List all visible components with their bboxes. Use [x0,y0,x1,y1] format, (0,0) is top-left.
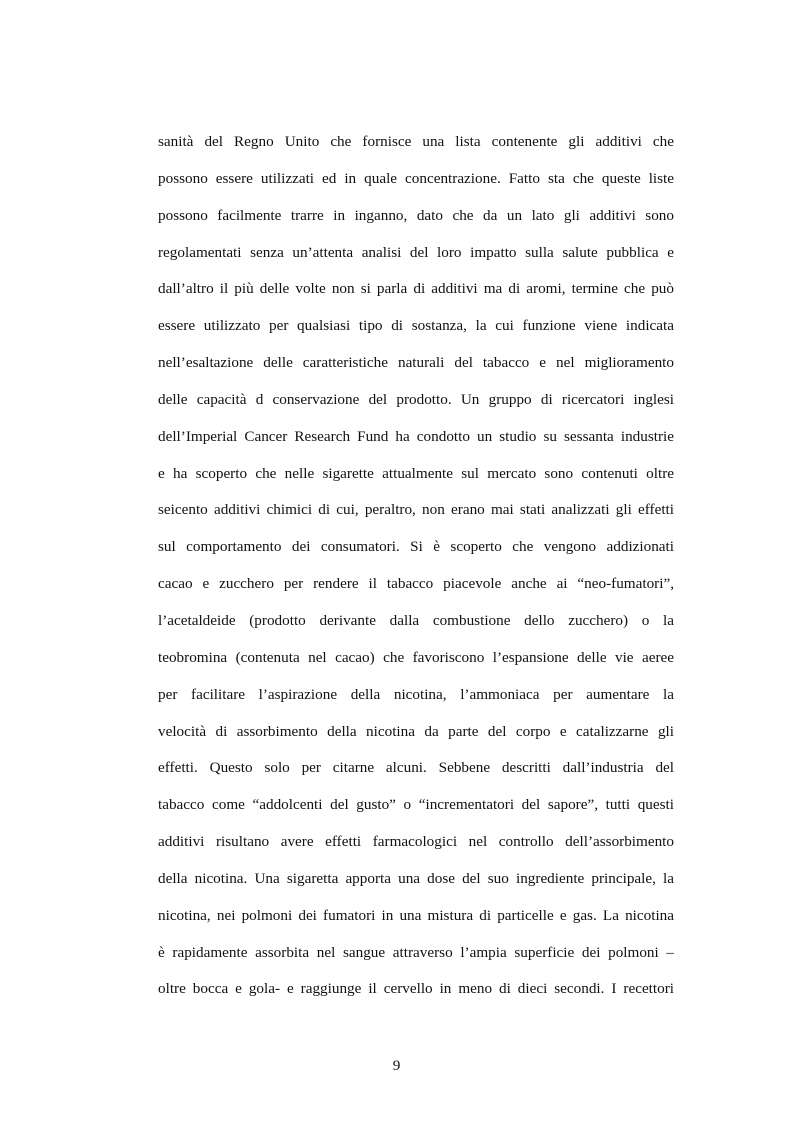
text-line: delle capacità d conservazione del prodotto. Un gruppo di ricercatori inglesi [158,390,674,408]
text-line: nell’esaltazione delle caratteristiche naturali del tabacco e nel miglioramento [158,354,674,372]
text-line: tabacco come “addolcenti del gusto” o “incrementatori del sapore”, tutti questi [158,796,674,814]
text-line: cacao e zucchero per rendere il tabacco piacevole anche ai “neo-fumatori”, [158,575,674,593]
text-line: della nicotina. Una sigaretta apporta una dose del suo ingrediente principale, la [158,869,674,887]
text-line: sul comportamento dei consumatori. Si è scoperto che vengono addizionati [158,538,674,556]
text-line: effetti. Questo solo per citarne alcuni. Sebbene descritti dall’industria del [158,759,674,777]
text-line: e ha scoperto che nelle sigarette attualmente sul mercato sono contenuti oltre [158,464,674,482]
text-line: regolamentati senza un’attenta analisi del loro impatto sulla salute pubblica e [158,243,674,261]
page-number: 9 [392,1057,401,1074]
text-line: possono essere utilizzati ed in quale concentrazione. Fatto sta che queste liste [158,169,674,187]
text-line: è rapidamente assorbita nel sangue attraverso l’ampia superficie dei polmoni – [158,943,674,961]
text-line: additivi risultano avere effetti farmacologici nel controllo dell’assorbimento [158,833,674,851]
body-text [158,131,674,1015]
text-line: essere utilizzato per qualsiasi tipo di sostanza, la cui funzione viene indicata [158,317,674,335]
text-line: per facilitare l’aspirazione della nicotina, l’ammoniaca per aumentare la [158,685,674,703]
text-line: nicotina, nei polmoni dei fumatori in una mistura di particelle e gas. La nicotina [158,906,674,924]
text-line: seicento additivi chimici di cui, peraltro, non erano mai stati analizzati gli effetti [158,501,674,519]
text-line: teobromina (contenuta nel cacao) che favoriscono l’espansione delle vie aeree [158,648,674,666]
text-line: velocità di assorbimento della nicotina da parte del corpo e catalizzarne gli [158,722,674,740]
text-line: l’acetaldeide (prodotto derivante dalla combustione dello zucchero) o la [158,611,674,629]
text-line: dall’altro il più delle volte non si parla di additivi ma di aromi, termine che può [158,280,674,298]
text-line: dell’Imperial Cancer Research Fund ha condotto un studio su sessanta industrie [158,427,674,445]
text-line: oltre bocca e gola- e raggiunge il cervello in meno di dieci secondi. I recettori [158,980,674,998]
text-line: possono facilmente trarre in inganno, dato che da un lato gli additivi sono [158,206,674,224]
text-line: sanità del Regno Unito che fornisce una lista contenente gli additivi che [158,133,674,150]
